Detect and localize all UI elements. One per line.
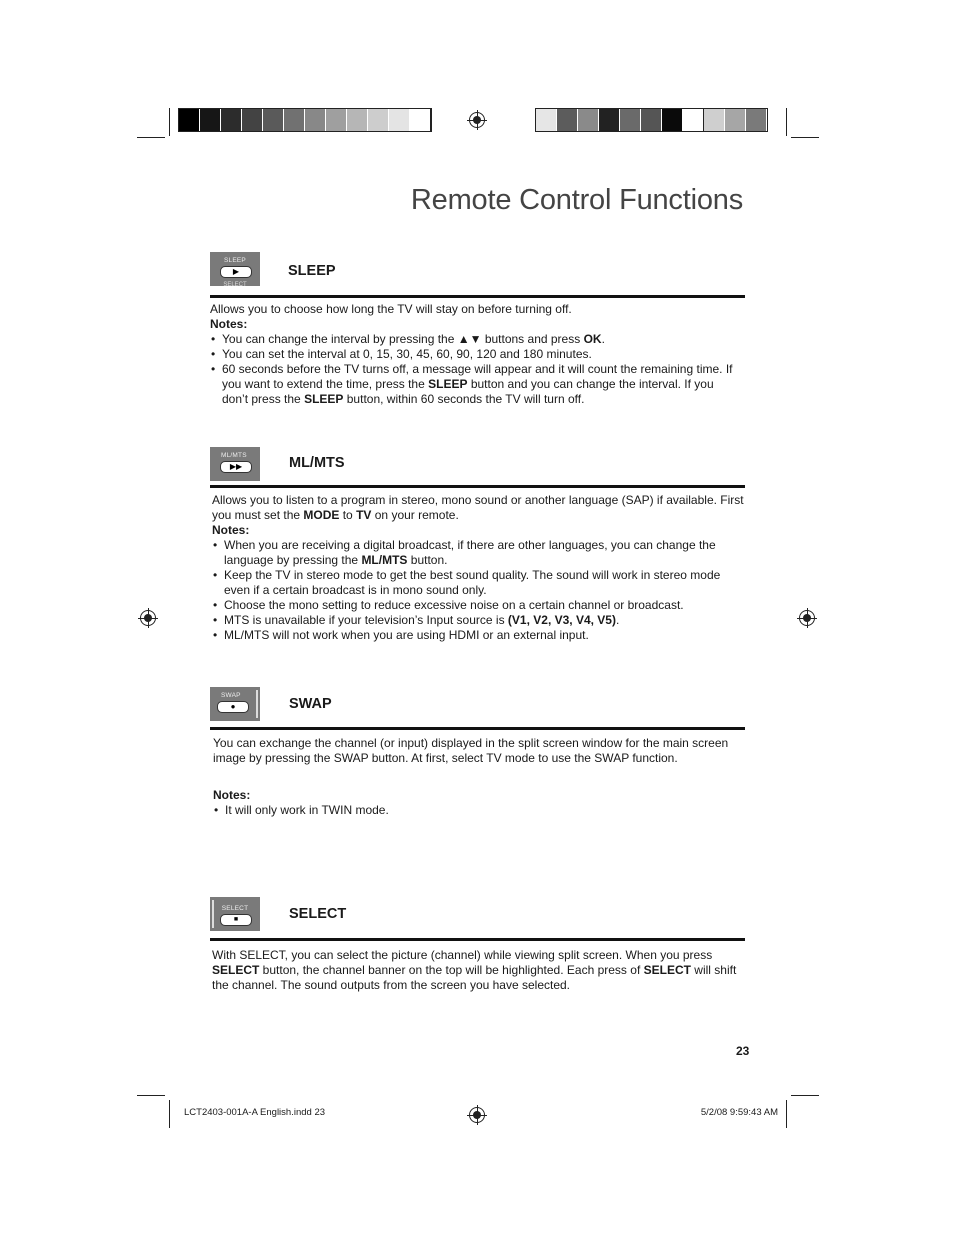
- section-rule: [210, 485, 745, 488]
- mlmts-intro: Allows you to listen to a program in stereo, mono sound or another language (SAP) if available. First you must set the MODE to TV on your remote.: [212, 493, 744, 522]
- color-swatch: [557, 109, 578, 131]
- section-rule: [210, 727, 745, 730]
- color-swatch: [263, 109, 284, 131]
- select-heading: SELECT: [289, 906, 347, 922]
- list-item: • Keep the TV in stereo mode to get the best sound quality. The sound will work in stereo mode even if a certain broadcast is in mono sound only.: [212, 568, 744, 598]
- color-calibration-bar-left: [178, 108, 432, 132]
- list-item: • ML/MTS will not work when you are using HDMI or an external input.: [212, 628, 744, 643]
- select-body: [212, 948, 742, 993]
- color-swatch: [704, 109, 725, 131]
- swap-body: [213, 736, 733, 818]
- page-number: 23: [736, 1044, 750, 1058]
- color-swatch: [599, 109, 620, 131]
- swap-heading: SWAP: [289, 696, 332, 712]
- color-swatch: [620, 109, 641, 131]
- color-swatch: [221, 109, 242, 131]
- notes-heading: Notes:: [213, 788, 251, 802]
- list-item: • MTS is unavailable if your television’s Input source is (V1, V2, V3, V4, V5).: [212, 613, 744, 628]
- crop-mark: [137, 137, 165, 138]
- list-item: • When you are receiving a digital broadcast, if there are other languages, you can change the language by pressing the ML/MTS button.: [212, 538, 744, 568]
- color-swatch: [326, 109, 347, 131]
- sleep-heading: SLEEP: [288, 263, 336, 279]
- stop-square-icon: ■: [220, 914, 252, 926]
- footer-timestamp: 5/2/08 9:59:43 AM: [700, 1107, 778, 1118]
- swap-intro: You can exchange the channel (or input) displayed in the split screen window for the main screen image by pressing the SWAP button. At first, select TV mode to use the SWAP function.: [213, 736, 729, 765]
- color-swatch: [641, 109, 662, 131]
- notes-list: [213, 803, 733, 818]
- color-swatch: [725, 109, 746, 131]
- button-image-label: SELECT: [221, 905, 249, 912]
- button-image-label: SWAP: [221, 692, 241, 699]
- page-title: Remote Control Functions: [410, 184, 743, 216]
- fast-forward-icon: ▶▶: [220, 461, 252, 473]
- sleep-button-image: [210, 252, 260, 286]
- select-button-image: [210, 897, 260, 931]
- registration-mark-icon: [140, 610, 156, 626]
- section-rule: [210, 295, 745, 298]
- list-item: • Choose the mono setting to reduce excessive noise on a certain channel or broadcast.: [212, 598, 744, 613]
- color-swatch: [578, 109, 599, 131]
- crop-mark: [137, 1095, 165, 1096]
- up-down-arrow-icon: ▲▼: [457, 332, 482, 346]
- registration-mark-icon: [469, 1107, 485, 1123]
- crop-mark: [786, 108, 787, 136]
- list-item: • You can set the interval at 0, 15, 30, 45, 60, 90, 120 and 180 minutes.: [210, 347, 740, 362]
- notes-heading: Notes:: [212, 523, 250, 537]
- color-swatch: [179, 109, 200, 131]
- sleep-body: [210, 302, 740, 407]
- swap-button-image: [210, 687, 260, 721]
- footer-file-info: LCT2403-001A-A English.indd 23: [184, 1107, 326, 1118]
- registration-mark-icon: [469, 112, 485, 128]
- section-rule: [210, 938, 745, 941]
- registration-mark-icon: [799, 610, 815, 626]
- button-image-label: SELECT: [223, 282, 247, 288]
- button-image-label: SLEEP: [224, 257, 246, 264]
- notes-list: [210, 332, 740, 407]
- color-swatch: [662, 109, 683, 131]
- color-swatch: [683, 109, 704, 131]
- color-swatch: [347, 109, 368, 131]
- color-swatch: [200, 109, 221, 131]
- color-swatch: [284, 109, 305, 131]
- color-swatch: [242, 109, 263, 131]
- color-swatch: [746, 109, 767, 131]
- button-image-label: ML/MTS: [221, 452, 247, 459]
- crop-mark: [169, 108, 170, 136]
- crop-mark: [791, 137, 819, 138]
- color-swatch: [389, 109, 410, 131]
- mlmts-body: [212, 493, 744, 643]
- play-icon: ▶: [220, 266, 252, 278]
- button-edge: [256, 690, 258, 718]
- color-calibration-bar-right: [535, 108, 768, 132]
- color-swatch: [305, 109, 326, 131]
- mlmts-button-image: [210, 447, 260, 481]
- list-item: • You can change the interval by pressing the ▲▼ buttons and press OK.: [210, 332, 740, 347]
- mlmts-heading: ML/MTS: [289, 455, 345, 471]
- notes-list: [212, 538, 744, 643]
- dot-icon: ●: [217, 701, 249, 713]
- color-swatch: [368, 109, 389, 131]
- notes-heading: Notes:: [210, 317, 248, 331]
- list-item: • It will only work in TWIN mode.: [213, 803, 733, 818]
- crop-mark: [791, 1095, 819, 1096]
- select-intro: With SELECT, you can select the picture (channel) while viewing split screen. When you press SELECT button, the channel banner on the top will be highlighted. Each press of SELECT will shift the channel. The sound outputs from the screen you have selected.: [212, 948, 737, 992]
- sleep-intro: Allows you to choose how long the TV will stay on before turning off.: [210, 302, 572, 316]
- list-item: • 60 seconds before the TV turns off, a message will appear and it will count the remaining time. If you want to extend the time, press the SLEEP button and you can change the interval. If you don’t press the SLEEP button, within 60 seconds the TV will turn off.: [210, 362, 740, 407]
- color-swatch: [410, 109, 431, 131]
- crop-mark: [786, 1100, 787, 1128]
- crop-mark: [169, 1100, 170, 1128]
- color-swatch: [536, 109, 557, 131]
